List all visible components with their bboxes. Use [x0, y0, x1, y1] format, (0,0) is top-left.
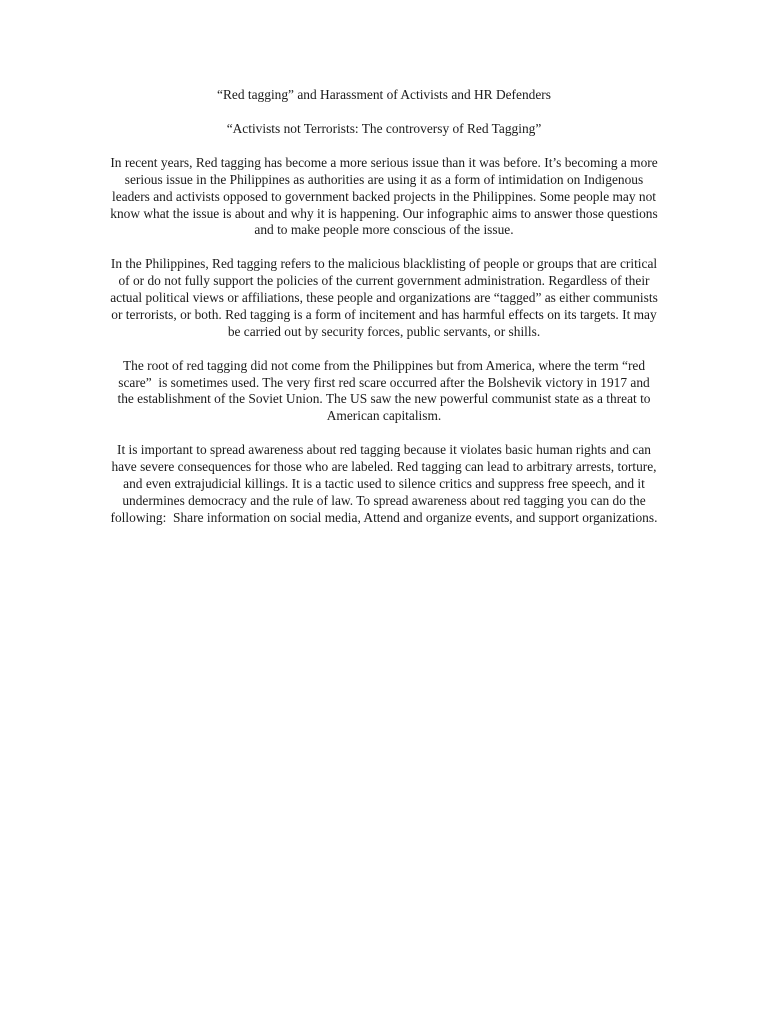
paragraph-history: The root of red tagging did not come from the Philippines but from America, where the term “red scare” is sometimes used. The very first red scare occurred after the Bolshevik victory in 1917 and the establishment of the Soviet Union. The US saw the new powerful communist state as a threat to American capitalism. — [117, 357, 654, 424]
paragraph-awareness: It is important to spread awareness about red tagging because it violates basic human rights and can have severe consequences for those who are labeled. Red tagging can lead to arbitrary arrests, torture, and even extrajudicial killings. It is a tactic used to silence critics and suppress free speech, and it undermines democracy and the rule of law. To spread awareness about red tagging you can do the following: Share information on social media, Attend and organize events, and support organizations. — [110, 442, 660, 525]
document-body — [110, 87, 662, 544]
document-title: “Red tagging” and Harassment of Activists and HR Defenders — [217, 87, 551, 102]
paragraph-intro: In recent years, Red tagging has become a more serious issue than it was before. It’s becoming a more serious issue in the Philippines as authorities are using it as a form of intimidation on Indigenous leaders and activists opposed to government backed projects in the Philippines. Some people may not know what the issue is about and why it is happening. Our infographic aims to answer those questions and to make people more conscious of the issue. — [110, 154, 662, 238]
paragraph-definition: In the Philippines, Red tagging refers to the malicious blacklisting of people or groups that are critical of or do not fully support the policies of the current government administration. Regardless of their actual political views or affiliations, these people and organizations are “tagged” as either communists or terrorists, or both. Red tagging is a form of incitement and has harmful effects on its targets. It may be carried out by security forces, public servants, or shills. — [110, 256, 662, 339]
document-subtitle: “Activists not Terrorists: The controversy of Red Tagging” — [226, 120, 542, 136]
